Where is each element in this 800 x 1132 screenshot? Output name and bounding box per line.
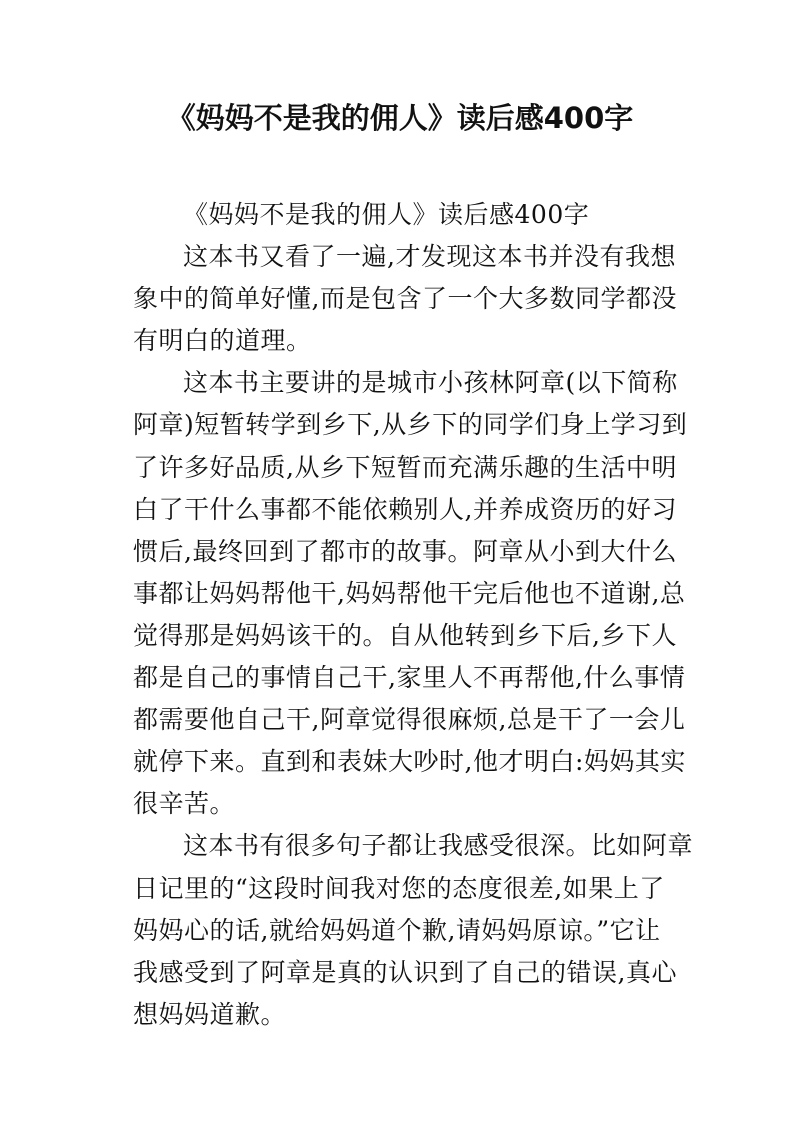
paragraph-line: 这本书主要讲的是城市小孩林阿章(以下简称 bbox=[183, 368, 678, 398]
paragraphs bbox=[133, 236, 694, 1036]
paragraph-line: 有明白的道理。 bbox=[133, 326, 312, 356]
paragraph-line: 觉得那是妈妈该干的。自从他转到乡下后,乡下人 bbox=[133, 620, 677, 650]
paragraph-line: 这本书有很多句子都让我感受很深。比如阿章 bbox=[183, 831, 694, 861]
paragraph-line: 象中的简单好懂,而是包含了一个大多数同学都没 bbox=[133, 284, 677, 314]
paragraph-line: 都是自己的事情自己干,家里人不再帮他,什么事情 bbox=[133, 663, 686, 693]
document-subtitle: 《妈妈不是我的佣人》读后感400字 bbox=[183, 200, 590, 229]
paragraph bbox=[133, 236, 677, 362]
paragraph bbox=[133, 825, 694, 1035]
paragraph-line: 想妈妈道歉。 bbox=[133, 999, 287, 1029]
paragraph-line: 很辛苦。 bbox=[133, 789, 236, 819]
paragraph-line: 了许多好品质,从乡下短暂而充满乐趣的生活中明 bbox=[133, 452, 677, 482]
document-body bbox=[133, 194, 694, 1036]
paragraph-line: 日记里的“这段时间我对您的态度很差,如果上了 bbox=[133, 873, 665, 903]
paragraph-line: 妈妈心的话,就给妈妈道个歉,请妈妈原谅。”它让 bbox=[133, 915, 661, 945]
paragraph-line: 都需要他自己干,阿章觉得很麻烦,总是干了一会儿 bbox=[133, 705, 686, 735]
paragraph-line: 惯后,最终回到了都市的故事。阿章从小到大什么 bbox=[133, 536, 677, 566]
paragraph-line: 事都让妈妈帮他干,妈妈帮他干完后他也不道谢,总 bbox=[133, 578, 686, 608]
paragraph bbox=[133, 362, 688, 825]
paragraph-line: 阿章)短暂转学到乡下,从乡下的同学们身上学习到 bbox=[133, 410, 688, 440]
paragraph-line: 就停下来。直到和表妹大吵时,他才明白:妈妈其实 bbox=[133, 747, 686, 777]
paragraph-line: 这本书又看了一遍,才发现这本书并没有我想 bbox=[183, 242, 676, 272]
document-title: 《妈妈不是我的佣人》读后感400字 bbox=[166, 101, 634, 135]
paragraph-line: 我感受到了阿章是真的认识到了自己的错误,真心 bbox=[133, 957, 677, 987]
paragraph-line: 白了干什么事都不能依赖别人,并养成资历的好习 bbox=[133, 494, 677, 524]
